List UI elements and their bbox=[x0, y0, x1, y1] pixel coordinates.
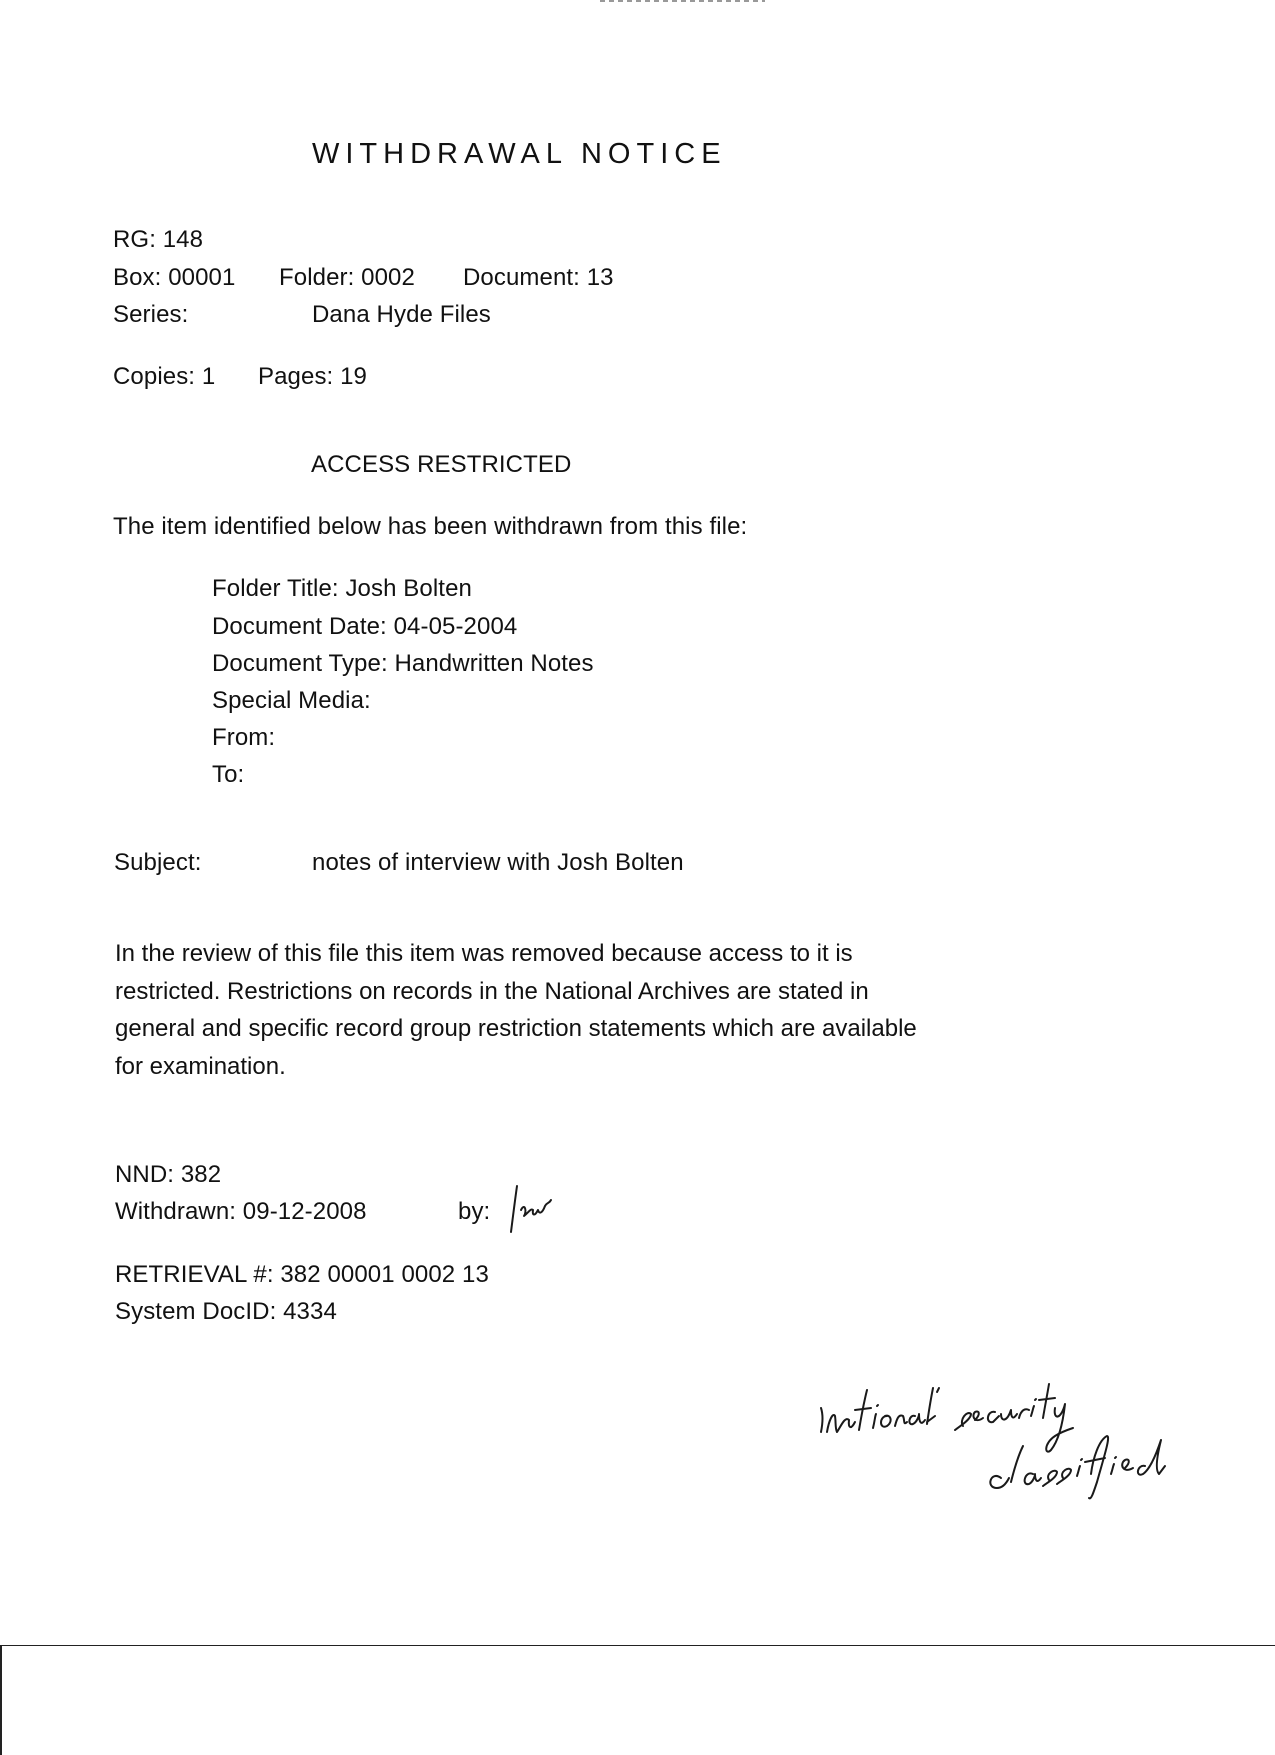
subject-label: Subject: bbox=[114, 849, 202, 876]
nnd-number: NND: 382 bbox=[115, 1161, 222, 1188]
by-label: by: bbox=[458, 1198, 491, 1225]
from-field: From: bbox=[212, 724, 276, 751]
series-value: Dana Hyde Files bbox=[312, 301, 491, 328]
page-title: WITHDRAWAL NOTICE bbox=[312, 138, 727, 170]
review-paragraph: In the review of this file this item was removed because access to it is restricted. Restrictions on records in the National Archives are stated in general and specific record group restriction statements which are available for examination. bbox=[115, 940, 917, 1080]
retrieval-number: RETRIEVAL #: 382 00001 0002 13 bbox=[115, 1261, 489, 1288]
folder-title: Folder Title: Josh Bolten bbox=[212, 575, 472, 602]
box-number: Box: 00001 bbox=[113, 264, 236, 291]
series-label: Series: bbox=[113, 301, 189, 328]
system-docid: System DocID: 4334 bbox=[115, 1298, 337, 1325]
document-number: Document: 13 bbox=[463, 264, 614, 291]
withdrawn-date: Withdrawn: 09-12-2008 bbox=[115, 1198, 367, 1225]
handwritten-initials bbox=[505, 1180, 565, 1240]
pages-count: Pages: 19 bbox=[258, 363, 367, 390]
document-date: Document Date: 04-05-2004 bbox=[212, 613, 518, 640]
intro-text: The item identified below has been withdrawn from this file: bbox=[113, 513, 748, 540]
corner-mark bbox=[0, 1645, 2, 1755]
document-type: Document Type: Handwritten Notes bbox=[212, 650, 594, 677]
handwritten-annotation bbox=[815, 1370, 1175, 1500]
bottom-rule bbox=[0, 1645, 1275, 1646]
scan-edge-mark bbox=[600, 0, 765, 2]
special-media: Special Media: bbox=[212, 687, 371, 714]
subject-value: notes of interview with Josh Bolten bbox=[312, 849, 684, 876]
folder-number: Folder: 0002 bbox=[279, 264, 415, 291]
copies-count: Copies: 1 bbox=[113, 363, 216, 390]
to-field: To: bbox=[212, 761, 245, 788]
rg-number: RG: 148 bbox=[113, 226, 204, 253]
access-heading: ACCESS RESTRICTED bbox=[311, 451, 572, 478]
